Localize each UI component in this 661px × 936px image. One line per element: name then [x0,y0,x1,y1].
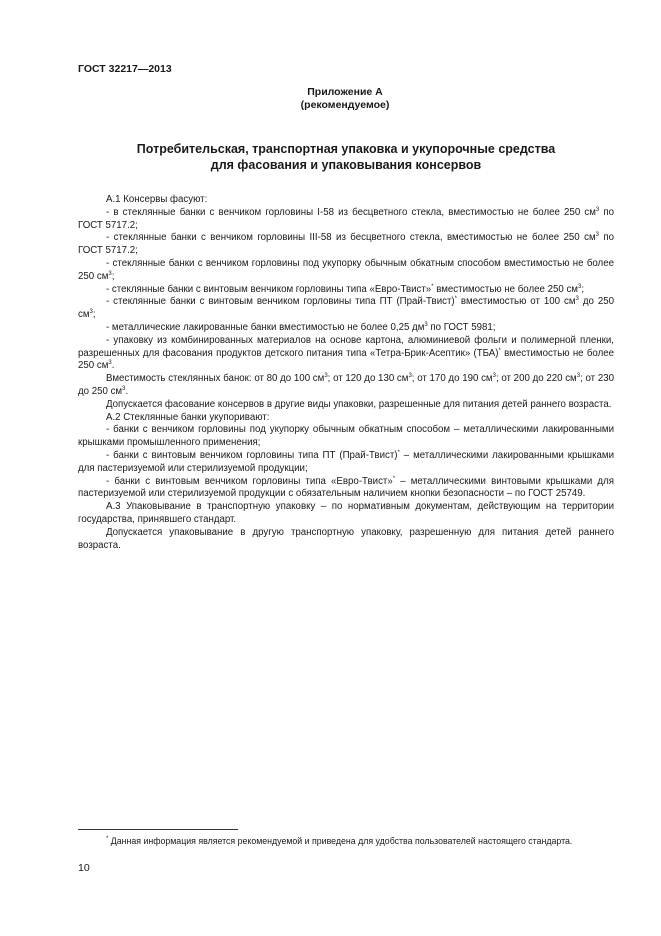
footnote: * Данная информация является рекомендуемой и приведена для удобства пользователей настоящего стандарта. [106,836,573,846]
paragraph-a3: А.3 Упаковывание в транспортную упаковку – по нормативным документам, действующим на территории государства, принявшего стандарт. [78,501,614,525]
paragraph-glass-jars-i58: - в стеклянные банки с венчиком горловины I-58 из бесцветного стекла, вместимостью не более 250 $см^3$ по ГОСТ 5717.2; [78,206,615,231]
annex-status: (рекомендуемое) [300,99,390,111]
paragraph-other-packaging: Допускается фасование консервов в другие виды упаковки, разрешенные для питания детей раннего возраста. [106,398,612,410]
paragraph-combined-packaging: - упаковку из комбинированных материалов на основе картона, алюминиевой фольги и полимерной пленки, разрешенных для фасования продуктов детского питания типа «Тетра-Брик-Асептик» (ТБА)* вместимостью не более 250 $см^3$. [78,334,615,372]
footnote-separator [78,829,238,830]
paragraph-euro-twist-closure: - банки с винтовым венчиком горловины типа «Евро-Твист»* – металлическими винтовыми крышками для пастеризуемой или стерилизуемой продукции с обязательным наличием кнопки безопасности – по ГОСТ 25749. [78,475,614,500]
standard-header: ГОСТ 32217—2013 [78,63,172,75]
paragraph-capacity: Вместимость стеклянных банок: от 80 до 100 $см^3$; от 120 до 130 $см^3$; от 170 до 190 $см^3$; от 200 до 220 $см^3$; от 230 до 250 $см^3$. [78,372,614,397]
document-title-line-1: Потребительская, транспортная упаковка и укупорочные средства [136,142,556,156]
paragraph-other-transport: Допускается упаковывание в другую транспортную упаковку, разрешенную для питания детей раннего возраста. [78,526,614,551]
document-body [78,194,614,552]
paragraph-glass-jars-iii58: - стеклянные банки с венчиком горловины III-58 из бесцветного стекла, вместимостью не более 250 $см^3$ по ГОСТ 5717.2; [78,232,615,257]
paragraph-glass-jars-rolled: - стеклянные банки с венчиком горловины под укупорку обычным обкатным способом вместимостью не более 250 $см^3$; [78,257,614,282]
paragraph-metal-cans: - металлические лакированные банки вместимостью не более 0,25 $дм^3$ по ГОСТ 5981; [106,321,496,333]
paragraph-a2: А.2 Стеклянные банки укупоривают: [106,411,270,423]
page-number: 10 [78,862,90,874]
paragraph-rolled-closure: - банки с венчиком горловины под укупорку обычным обкатным способом – металлическими лакированными крышками промышленного применения; [78,424,614,449]
paragraph-a1: А.1 Консервы фасуют: [106,194,208,205]
paragraph-pry-twist: - стеклянные банки с винтовым венчиком горловины типа ПТ (Прай-Твист)* вместимостью от 100 $см^3$ до 250 $см^3$; [78,296,614,321]
document-title-line-2: для фасования и упаковывания консервов [210,158,482,172]
paragraph-euro-twist: - стеклянные банки с винтовым венчиком горловины типа «Евро-Твист»* вместимостью не более 250 $см^3$; [106,283,585,295]
annex-title: Приложение А [307,86,383,98]
paragraph-pry-twist-closure: - банки с винтовым венчиком горловины типа ПТ (Прай-Твист)* – металлическими лакированными крышками для пастеризуемой или стерилизуемой продукции; [78,449,614,474]
